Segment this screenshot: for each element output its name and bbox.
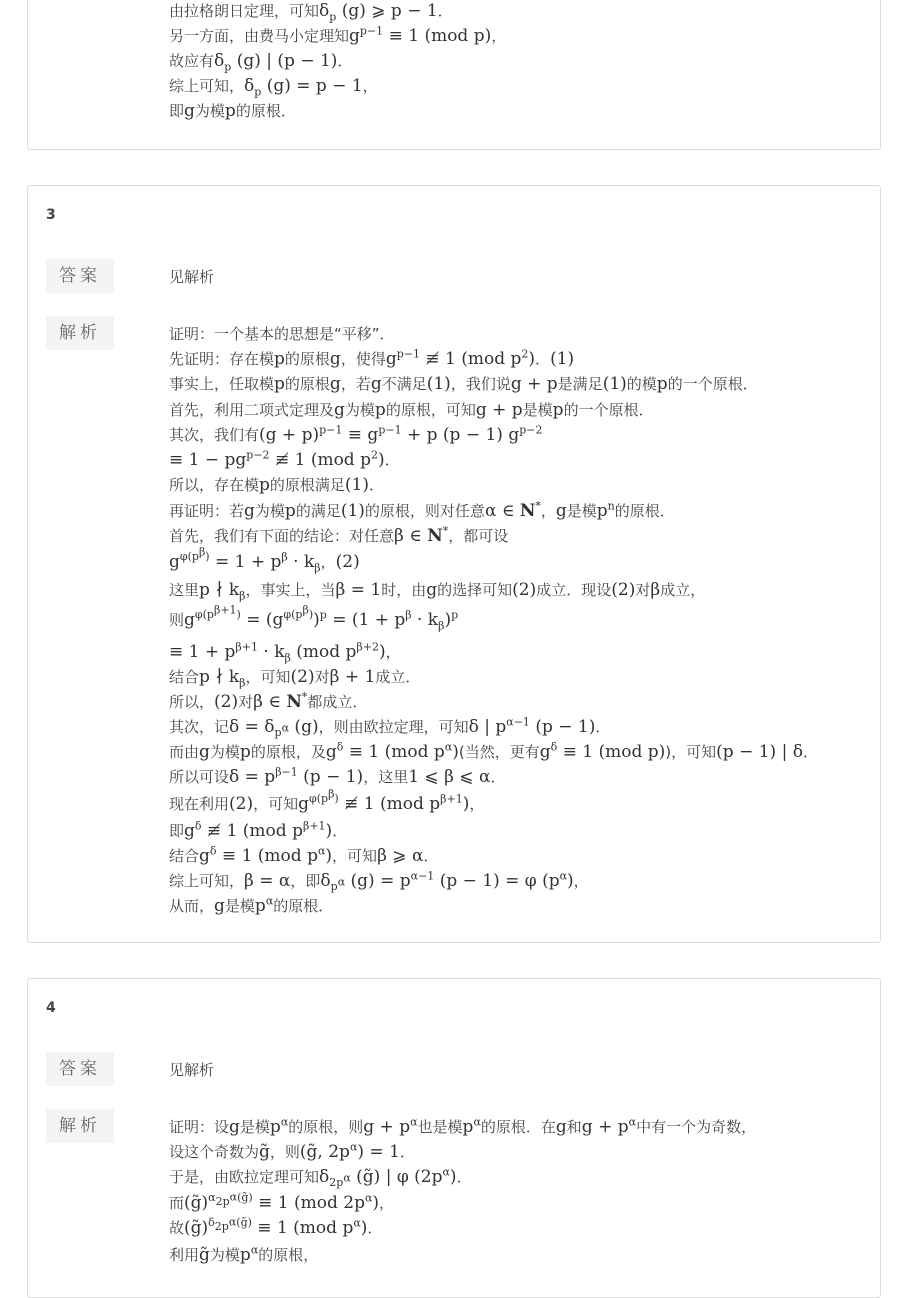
analysis-tag: 解析: [46, 316, 114, 350]
analysis-line: 于是，由欧拉定理可知$\delta_{2p^\alpha}$ (g̃) | φ $(2p^\alpha)$．: [169, 1165, 472, 1190]
analysis-line: 其次，我们有$(g + p)^{p-1} \equiv g^{p-1} + p$ (p − 1) $g^{p-2}$: [169, 423, 543, 445]
analysis-line: ≡ $1 - pg^{p-2}$ ≢ 1 (mod $p^2$)．: [169, 448, 400, 470]
analysis-line: 结合$g^\delta \equiv 1$ (mod $p^\alpha$)，可知β ⩾ α．: [169, 844, 439, 866]
analysis-line: 先证明：存在模p的原根g，使得$g^{p-1}$ ≢ 1 (mod $p^2$)．(1): [169, 347, 575, 369]
question-number: 4: [46, 1000, 56, 1016]
answer-text: 见解析: [169, 268, 215, 286]
analysis-line: 而由g为模p的原根，及$g^\delta \equiv 1$ (mod $p^\alpha$)(当然，更有$g^\delta \equiv 1$ (mod p))，可知(p − 1) | δ．: [169, 740, 818, 762]
analysis-line: 证明：一个基本的思想是“平移”．: [169, 325, 395, 343]
analysis-tag: 解析: [46, 1109, 114, 1143]
analysis-line: 证明：设g是模$p^\alpha$的原根，则$g + p^\alpha$也是模$p^\alpha$的原根．在g和$g + p^\alpha$中有一个为奇数，: [169, 1115, 757, 1137]
question-card-4: [27, 978, 881, 1298]
analysis-line: 再证明：若g为模p的满足(1)的原根，则对任意α ∈ N*，g是模$p^n$的原根．: [169, 499, 675, 521]
analysis-line: 综上可知，β = α，即$\delta_{p^\alpha}$ $(g) = p^{\alpha-1}$ (p − 1) = φ $(p^\alpha)$，: [169, 869, 589, 894]
analysis-line: 首先，利用二项式定理及g为模p的原根，可知g + p是模p的一个原根．: [169, 400, 654, 420]
analysis-line: 而(g̃)$^{\alpha_{2p^\alpha}(g̃)}$ ≡ 1 (mod $2p^\alpha$)，: [169, 1189, 395, 1213]
analysis-line: 由拉格朗日定理，可知$\delta_p$ (g) ⩾ p − 1．: [169, 1, 453, 24]
question-card-2-tail: [27, 0, 881, 150]
analysis-line: 这里p ∤ $k_\beta$，事实上，当β = 1时，由g的选择可知(2)成立．现设(2)对β成立，: [169, 580, 706, 603]
analysis-line: 首先，我们有下面的结论：对任意β ∈ N*，都可设: [169, 524, 509, 546]
analysis-line: 所以，存在模p的原根满足(1)．: [169, 475, 385, 495]
analysis-line: 则$g^{\varphi(p^{\beta+1})} = (g^{\varphi(p^\beta)})^p = (1 + p^\beta \cdot k_\beta)^p$: [169, 603, 459, 633]
analysis-line: 设这个奇数为g̃，则(g̃, $2p^\alpha) = 1$．: [169, 1140, 415, 1162]
answer-text: 见解析: [169, 1061, 215, 1079]
analysis-line: 即g为模p的原根．: [169, 101, 296, 121]
analysis-line: 所以可设$\delta = p^{\beta-1}$ (p − 1)，这里1 ⩽ β ⩽ α．: [169, 765, 506, 787]
analysis-line: 故应有$\delta_p$ (g) | (p − 1)．: [169, 51, 353, 74]
analysis-line: ≡ $1 + p^{\beta+1} \cdot k_\beta$ (mod $p^{\beta+2}$)，: [169, 640, 401, 665]
answer-tag: 答案: [46, 1052, 114, 1086]
analysis-line: 事实上，任取模p的原根g，若g不满足(1)，我们说g + p是满足(1)的模p的一个原根．: [169, 374, 758, 394]
analysis-line: 另一方面，由费马小定理知$g^{p-1} \equiv 1$ (mod p)，: [169, 24, 507, 46]
question-number: 3: [46, 207, 56, 223]
analysis-line: 所以，(2)对β ∈ N*都成立．: [169, 690, 368, 712]
analysis-line: 结合p ∤ $k_\beta$，可知(2)对β + 1成立．: [169, 667, 421, 690]
analysis-line: 故(g̃)$^{\delta_{2p^\alpha}(g̃)}$ ≡ 1 (mod $p^\alpha$)．: [169, 1214, 383, 1238]
answer-tag: 答案: [46, 259, 114, 293]
analysis-line: 综上可知，$\delta_p$ (g) = p − 1，: [169, 76, 378, 99]
analysis-line: 利用g̃为模$p^\alpha$的原根，: [169, 1243, 319, 1265]
analysis-line: 从而，g是模$p^\alpha$的原根．: [169, 894, 334, 916]
analysis-line: 即$g^\delta$ ≢ 1 (mod $p^{\beta+1}$)．: [169, 819, 348, 841]
analysis-line: 现在利用(2)，可知$g^{\varphi(p^\beta)}$ ≢ 1 (mod $p^{\beta+1}$)，: [169, 787, 485, 814]
question-card-3: [27, 185, 881, 943]
analysis-line: $g^{\varphi(p^\beta)} = 1 + p^\beta \cdot k_\beta$，(2): [169, 545, 360, 575]
analysis-line: 其次，记$\delta = \delta_{p^\alpha}$ (g)，则由欧拉定理，可知δ | $p^{\alpha-1}$ (p − 1)．: [169, 715, 611, 740]
